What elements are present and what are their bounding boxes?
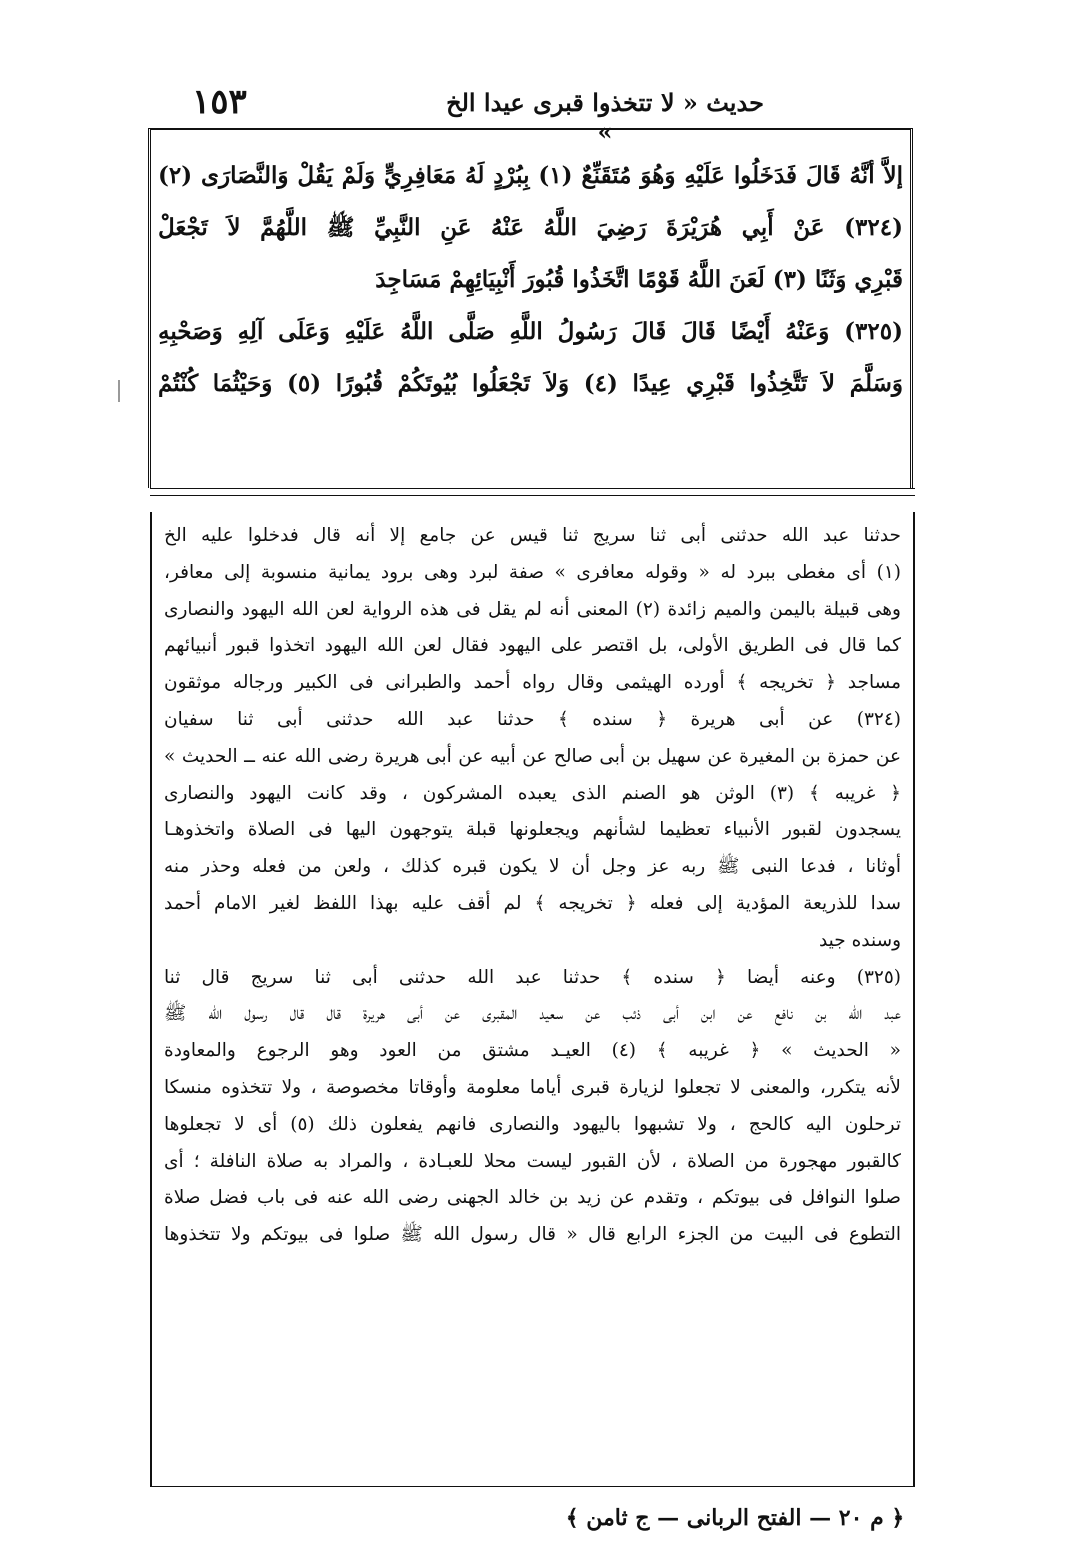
section-divider (150, 495, 915, 496)
commentary-line: (١) أى مغطى ببرد له « وقوله معافرى » صفة لبرد وهى برود يمانية منسوبة إلى معافر، (164, 561, 901, 583)
commentary-line: صلوا النوافل فى بيوتكم ، وتقدم عن زيد بن خالد الجهنى رضى الله عنه فى باب فضل صلاة (164, 1187, 901, 1209)
margin-mark (118, 380, 120, 402)
commentary-line: كالقبور مهجورة من الصلاة ، لأن القبور ليست محلا للعبـادة ، والمراد به صلاة النافلة ؛ أى (164, 1150, 901, 1172)
hadith-line: قَبْرِي وَثَنًا (٣) لَعَنَ اللَّهُ قَوْمًا اتَّخَذُوا قُبُورَ أَنْبِيَائِهِمْ مَسَاجِدَ (375, 266, 903, 293)
commentary-line: (٣٢٤) عن أبى هريرة ﴿ سنده ﴾ حدثنا عبد الله حدثنى أبى ثنا سفيان (164, 708, 901, 730)
commentary-line: « الحديث » ﴿ غريبه ﴾ (٤) العيـد مشتق من العود وهو الرجوع والمعاودة (164, 1040, 901, 1062)
hadith-line: وَسَلَّمَ لاَ تَتَّخِذُوا قَبْرِي عِيدًا (٤) وَلاَ تَجْعَلُوا بُيُوتَكُمْ قُبُورًا (٥) وَحَيْثُمَا كُنْتُمْ (158, 370, 903, 397)
section-divider (150, 488, 915, 489)
commentary-line: ترحلون اليه كالحج ، ولا تشبهوا باليهود والنصارى فانهم يفعلون ذلك (٥) أى لا تجعلوها (164, 1113, 901, 1135)
commentary-line: التطوع فى البيت من الجزء الرابع قال « قال رسول الله ﷺ صلوا فى بيوتكم ولا تتخذوها (164, 1224, 901, 1246)
commentary-block (150, 512, 915, 1487)
commentary-line: أوثانا ، فدعا النبى ﷺ ربه عز وجل أن لا يكون قبره كذلك ، ولعن من فعله وحذر منه (164, 856, 901, 878)
hadith-text-block (158, 150, 903, 410)
hadith-line: (٣٢٥) وَعَنْهُ أَيْضًا قَالَ قَالَ رَسُولُ اللَّهِ صَلَّى اللَّهُ عَلَيْهِ وَعَلَى آلِهِ وَصَحْبِهِ (158, 318, 903, 345)
commentary-line: وسنده جيد (818, 929, 901, 951)
commentary-line: كما قال فى الطريق الأولى، بل اقتصر على اليهود فقال لعن الله اليهود اتخذوا قبور أنبيائهم (164, 635, 901, 657)
hadith-line: (٣٢٤) عَنْ أَبِي هُرَيْرَةَ رَضِيَ اللَّهُ عَنْهُ عَنِ النَّبِيِّ ﷺ اللَّهُمَّ لاَ تَجْعَلْ (158, 214, 903, 241)
commentary-line: ﴿ غريبه ﴾ (٣) الوثن هو الصنم الذى يعبده المشركون ، وقد كانت اليهود والنصارى (164, 782, 901, 804)
commentary-line: وهى قبيلة باليمن والميم زائدة (٢) المعنى أنه لم يقل فى هذه الرواية لعن الله اليهود والنصارى (164, 598, 901, 620)
page-number: ١٥٣ (192, 82, 247, 122)
commentary-line: لأنه يتكرر، والمعنى لا تجعلوا لزيارة قبرى أياما معلومة وأوقاتا مخصوصة ، ولا تتخذوه منسكا (164, 1076, 901, 1098)
printer-signature: ﴿ م ٢٠ — الفتح الربانى — ج ثامن ﴾ (565, 1505, 905, 1531)
commentary-line: (٣٢٥) وعنه أيضا ﴿ سنده ﴾ حدثنا عبد الله حدثنى أبى ثنا سريج قال ثنا (164, 966, 901, 988)
commentary-line: يسجدون لقبور الأنبياء تعظيما لشأنهم ويجعلونها قبلة يتوجهون اليها فى الصلاة واتخذوهـا (164, 819, 901, 841)
commentary-line: عن حمزة بن المغيرة عن سهيل بن أبى صالح عن أبيه عن أبى هريرة رضى الله عنه ــ الحديث » (164, 745, 901, 767)
commentary-line: سدا للذريعة المؤدية إلى فعله ﴿ تخريجه ﴾ لم أقف عليه بهذا اللفظ لغير الامام أحمد (164, 892, 901, 914)
commentary-line: مساجد ﴿ تخريجه ﴾ أورده الهيثمى وقال رواه أحمد والطبرانى فى الكبير ورجاله موثقون (164, 672, 901, 694)
hadith-line: إلاَّ أنَّهُ قَالَ فَدَخَلُوا عَلَيْهِ وَهُوَ مُتَقَنِّعٌ (١) بِبُرْدٍ لَهُ مَعَافِرِيٍّ وَلَمْ يَقُلْ وَالنَّصَارَى (٢) (158, 162, 903, 189)
commentary-line: حدثنا عبد الله حدثنى أبى ثنا سريج ثنا قيس عن جامع إلا أنه قال فدخلوا عليه الخ (164, 525, 901, 546)
commentary-line: عبد الله بن نافع عن ابن أبى ذئب عن سعيد المقبرى عن أبى هريرة قال قال رسول الله ﷺ (164, 1003, 901, 1025)
running-title: حديث « لا تتخذوا قبرى عيدا الخ » (446, 88, 764, 146)
